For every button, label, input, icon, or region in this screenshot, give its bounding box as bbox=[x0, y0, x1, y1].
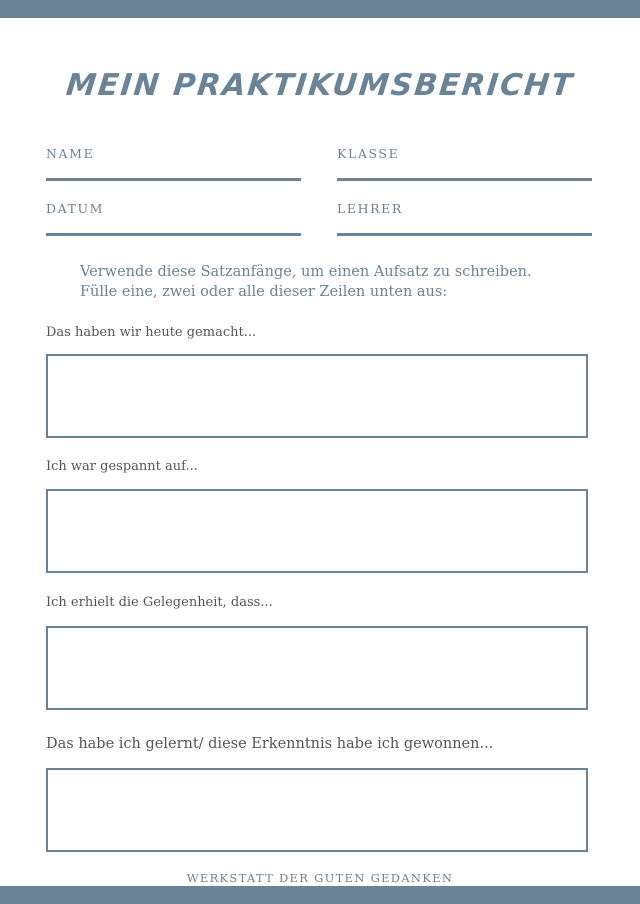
prompt-label-3: Ich erhielt die Gelegenheit, dass... bbox=[46, 595, 273, 610]
bottom-banner bbox=[0, 886, 640, 904]
name-label: NAME bbox=[46, 146, 95, 161]
lehrer-field[interactable] bbox=[337, 233, 592, 236]
prompt-label-4: Das habe ich gelernt/ diese Erkenntnis habe ich gewonnen... bbox=[46, 736, 494, 752]
footer-brand: WERKSTATT DER GUTEN GEDANKEN bbox=[186, 871, 454, 885]
lehrer-label: LEHRER bbox=[337, 201, 403, 216]
datum-label: DATUM bbox=[46, 201, 105, 216]
answer-box-4[interactable] bbox=[46, 768, 588, 852]
answer-box-1[interactable] bbox=[46, 354, 588, 438]
page-title: MEIN PRAKTIKUMSBERICHT bbox=[64, 68, 576, 103]
prompt-label-2: Ich war gespannt auf... bbox=[46, 459, 198, 474]
instructions-line-1: Verwende diese Satzanfänge, um einen Aufsatz zu schreiben. bbox=[80, 264, 532, 280]
instructions-line-2: Fülle eine, zwei oder alle dieser Zeilen unten aus: bbox=[80, 284, 448, 300]
answer-box-2[interactable] bbox=[46, 489, 588, 573]
top-banner bbox=[0, 0, 640, 18]
datum-field[interactable] bbox=[46, 233, 301, 236]
klasse-field[interactable] bbox=[337, 178, 592, 181]
name-field[interactable] bbox=[46, 178, 301, 181]
answer-box-3[interactable] bbox=[46, 626, 588, 710]
klasse-label: KLASSE bbox=[337, 146, 400, 161]
prompt-label-1: Das haben wir heute gemacht... bbox=[46, 325, 257, 340]
instructions bbox=[80, 262, 620, 302]
